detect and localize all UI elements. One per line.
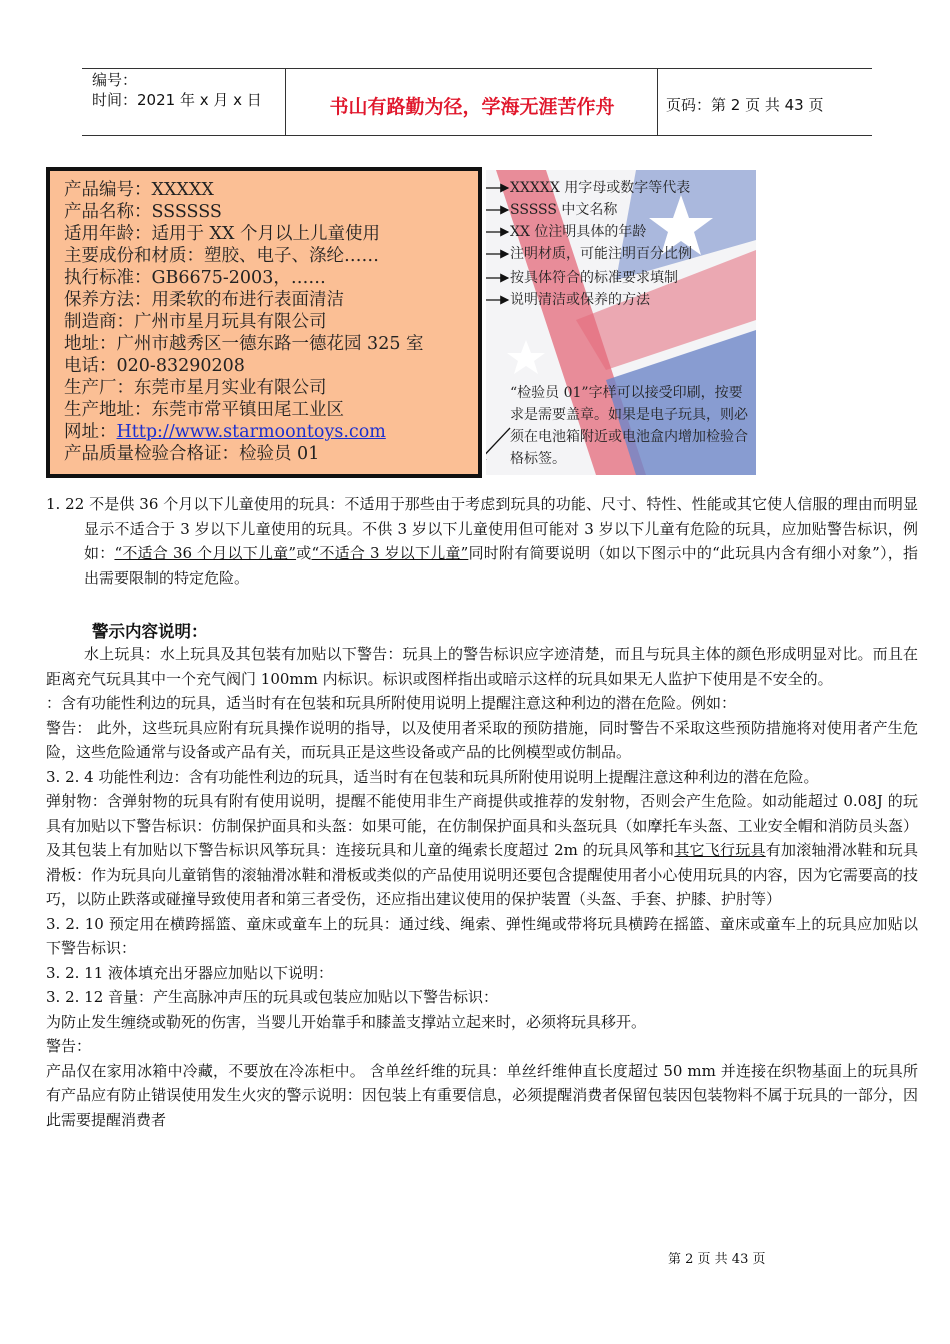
label-website-link[interactable]: Http://www.starmoontoys.com [116, 422, 386, 442]
label-line: 产品编号：XXXXX [64, 180, 214, 200]
label-line: 生产厂：东莞市星月实业有限公司 [64, 378, 327, 398]
annotation-note: XXXXX 用字母或数字等代表 [510, 180, 691, 196]
paragraph-3-2-4: 3. 2. 4 功能性利边：含有功能性利边的玩具，适当时有在包装和玩具所附使用说明上提醒注意这种利边的潜在危险。 [46, 767, 819, 786]
label-quality-line: 产品质量检验合格证：检验员 01 [64, 444, 320, 464]
projectiles-text-2: 有加滚轴滑冰鞋和玩具滑板：作为玩具向儿童销售的滚轴滑冰鞋和滑板或类似的产品使用说明还要包含提醒使用者小心使用玩具的内容，因为它需要高的技巧，以防止跌落或碰撞导致使用者和第三者受伤，还应指出建议使用的保护装置（头盔、手套、护膝、护肘等） [46, 841, 918, 908]
clause-or-text: 或 [296, 544, 312, 562]
projectiles-text: 弹射物：含弹射物的玩具有附有使用说明，提醒不能使用非生产商提供或推荐的发射物，否则会产生危险。如动能超过 0.08J 的玩具有加贴以下警告标识：仿制保护面具和头盔：如果可能，在仿制保护面具和头盔玩具（如摩托车头盔、工业安全帽和消防员头盔）及其包装上有加贴以下警告标识风筝玩具：连接玩具和儿童的绳索长度超过 2m 的玩具风筝和 [46, 792, 918, 859]
paragraph-warning-2: 警告： [46, 1037, 92, 1055]
paragraph-projectiles [46, 789, 918, 912]
paragraph-3-2-12: 3. 2. 12 音量：产生高脉冲声压的玩具或包装应加贴以下警告标识： [46, 988, 499, 1006]
stamp-annotation-note: “检验员 01”字样可以接受印刷，按要求是需要盖章。如果是电子玩具，则必须在电池箱附近或电池盒内增加检验合格标签。 [510, 385, 748, 467]
label-line: 地址：广州市越秀区一德东路一德花园 325 室 [64, 334, 424, 354]
warning-content-body [46, 642, 918, 1132]
header-divider-right [657, 68, 658, 135]
label-website-line [64, 421, 386, 443]
product-label-sample [46, 167, 482, 478]
header-date: 时间：2021 年 x 月 x 日 [92, 91, 262, 109]
annotation-note: 注明材质，可能注明百分比例 [510, 246, 692, 262]
label-line: 制造商：广州市星月玩具有限公司 [64, 312, 327, 332]
label-annotations [486, 170, 756, 475]
annotation-note: 按具体符合的标准要求填制 [510, 270, 678, 286]
paragraph-3-2-11: 3. 2. 11 液体填充出牙器应加贴以下说明： [46, 963, 334, 982]
paragraph-warning: 警告： 此外，这些玩具应附有玩具操作说明的指导，以及使用者采取的预防措施，同时警告不采取这些预防措施将对使用者产生危险，这些危险通常与设备或产品有关，而玩具正是这些设备或产品的比例模型或仿制品。 [46, 718, 918, 761]
paragraph-functional-edge: ：含有功能性利边的玩具，适当时有在包装和玩具所附使用说明上提醒注意这种利边的潜在危险。例如： [46, 694, 737, 712]
label-line: 生产地址：东莞市常平镇田尾工业区 [64, 400, 344, 420]
label-line: 电话：020-83290208 [64, 356, 245, 376]
annotation-note: 说明清洁或保养的方法 [510, 292, 650, 308]
header-number: 编号： [92, 71, 138, 89]
paragraph-strangle: 为防止发生缠绕或勒死的伤害，当婴儿开始靠手和膝盖支撑站立起来时，必须将玩具移开。 [46, 1012, 647, 1031]
label-line: 保养方法：用柔软的布进行表面清洁 [64, 290, 344, 310]
label-website-label: 网址： [64, 422, 117, 442]
label-line: 主要成份和材质：塑胶、电子、涤纶…… [64, 246, 379, 266]
annotation-note: SSSSS 中文名称 [510, 202, 618, 218]
warning-example-36-months: “不适合 36 个月以下儿童” [114, 544, 297, 562]
header-page-info: 页码：第 2 页 共 43 页 [666, 96, 824, 114]
header-top-rule [82, 68, 872, 69]
label-line: 产品名称：SSSSSS [64, 202, 222, 222]
section-title: 警示内容说明： [92, 622, 208, 641]
header-divider-left [285, 68, 286, 135]
warning-example-3-years: “不适合 3 岁以下儿童” [311, 544, 469, 562]
other-flying-toys: 其它飞行玩具 [674, 841, 766, 859]
label-line: 适用年龄：适用于 XX 个月以上儿童使用 [64, 224, 381, 244]
clause-1-22-text-2: 同时附有简要说明（如以下图示中的“此玩具内含有细小对象”），指出需要限制的特定危险。 [84, 544, 919, 587]
annotation-note: XX 位注明具体的年龄 [510, 224, 647, 240]
clause-1-22 [46, 492, 918, 590]
header-slogan: 书山有路勤为径，学海无涯苦作舟 [329, 96, 615, 118]
paragraph-3-2-10: 3. 2. 10 预定用在横跨摇篮、童床或童车上的玩具：通过线、绳索、弹性绳或带将玩具横跨在摇篮、童床或童车上的玩具应加贴以下警告标识： [46, 914, 918, 957]
clause-1-22-text: 1. 22 不是供 36 个月以下儿童使用的玩具：不适用于那些由于考虑到玩具的功能、尺寸、特性、性能或其它使人信服的理由而明显显示不适合于 3 岁以下儿童使用的玩具。不供 3 岁以下儿童使用但可能对 3 岁以下儿童有危险的玩具，应加贴警告标识，例如： [46, 495, 918, 562]
paragraph-water-toys: 水上玩具：水上玩具及其包装有加贴以下警告：玩具上的警告标识应字迹清楚，而且与玩具主体的颜色形成明显对比。而且在距离充气玩具其中一个充气阀门 100mm 内标识。标识或图样指出或暗示这样的玩具如果无人监护下使用是不安全的。 [46, 645, 918, 688]
header-meta [92, 70, 262, 110]
header-bottom-rule [82, 135, 872, 136]
label-line: 执行标准：GB6675-2003，…… [64, 268, 326, 288]
page-footer: 第 2 页 共 43 页 [668, 1252, 766, 1267]
paragraph-fridge: 产品仅在家用冰箱中冷藏，不要放在冷冻柜中。 含单丝纤维的玩具：单丝纤维伸直长度超过 50 mm 并连接在织物基面上的玩具所有产品应有防止错误使用发生火灾的警示说明：因包装上有重要信息，必须提醒消费者保留包装因包装物料不属于玩具的一部分，因此需要提醒消费者 [46, 1061, 918, 1129]
